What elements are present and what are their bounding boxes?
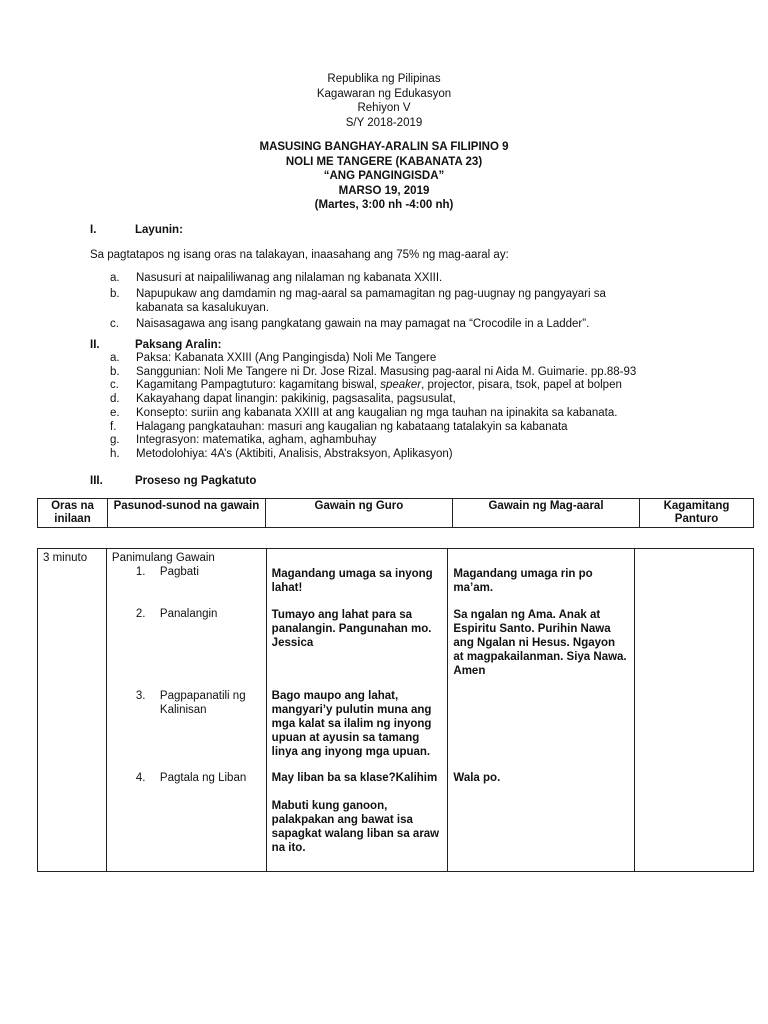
section-1-number: I. (90, 224, 97, 236)
header-cell-oras: Oras na inilaan (38, 499, 108, 528)
objectives-list (110, 271, 655, 333)
mag-aaral-text: Magandang umaga rin po ma’am. (453, 568, 593, 594)
header-cell-guro: Gawain ng Guro (265, 499, 452, 528)
objectives-intro: Sa pagtatapos ng isang oras na talakayan, inaasahang ang 75% ng mag-aaral ay: (90, 249, 509, 261)
list-item: g. Integrasyon: matematika, agham, aghambuhay (110, 434, 377, 447)
list-item: d. Kakayahang dapat linangin: pakikinig, pagsasalita, pagsusulat, (110, 393, 456, 406)
mag-aaral-text: Wala po. (453, 772, 501, 784)
title-subject: NOLI ME TANGERE (KABANATA 23) (285, 155, 483, 168)
cell-oras (38, 549, 107, 872)
subject-matter-list (110, 352, 680, 462)
cell-mag-aaral (448, 549, 635, 872)
document-title (0, 140, 768, 213)
list-item: c. Naisasagawa ang isang pangkatang gawain na may pamagat na “Crocodile in a Ladder”. (110, 318, 590, 330)
header-region: Rehiyon V (357, 102, 411, 114)
guro-text: Bago maupo ang lahat, mangyari’y pulutin muna ang mga kalat sa ilalim ng inyong upuan at ayusin sa tamang linya ang inyong mga upuan. (271, 690, 432, 758)
section-2-title: Paksang Aralin: (135, 339, 222, 351)
header-republic: Republika ng Pilipinas (327, 73, 441, 85)
guro-text: Magandang umaga sa inyong lahat! (271, 568, 433, 594)
list-item: b. Napupukaw ang damdamin ng mag-aaral sa pamamagitan ng pag-uugnay ng pangyayari sa kabanata sa kasalukuyan. (110, 288, 606, 314)
list-item: f. Halagang pangkatauhan: masuri ang kaugalian ng kabataang tatalakyin sa kabanata (110, 420, 568, 433)
document-header (0, 72, 768, 130)
section-2-number: II. (90, 339, 100, 351)
guro-text: May liban ba sa klase?Kalihim (271, 772, 438, 784)
oras-value: 3 minuto (43, 552, 88, 564)
list-item: h. Metodolohiya: 4A’s (Aktibiti, Analisis, Abstraksyon, Aplikasyon) (110, 447, 453, 460)
header-cell-mag-aaral: Gawain ng Mag-aaral (452, 499, 639, 528)
cell-kagamitan (635, 549, 754, 872)
title-chapter: “ANG PANGINGISDA” (323, 170, 445, 182)
list-item: e. Konsepto: suriin ang kabanata XXIII at ang kaugalian ng mga tauhan na ipinakita sa kabanata. (110, 406, 618, 419)
list-item: a. Nasusuri at naipaliliwanag ang nilalaman ng kabanata XXIII. (110, 272, 443, 284)
list-item: c. Kagamitang Pampagtuturo: kagamitang biswal, speaker, projector, pisara, tsok, papel at bolpen (110, 379, 622, 392)
process-table-header (37, 498, 754, 528)
guro-text: Tumayo ang lahat para sa panalangin. Pangunahan mo. Jessica (271, 609, 432, 649)
cell-guro (266, 549, 448, 872)
section-1-title: Layunin: (135, 224, 183, 236)
list-item: b. Sanggunian: Noli Me Tangere ni Dr. Jose Rizal. Masusing pag-aaral ni Aida M. Guimarie. pp.88-93 (110, 365, 637, 378)
header-cell-kagamitan: Kagamitang Panturo (640, 499, 754, 528)
guro-text: Mabuti kung ganoon, palakpakan ang bawat isa sapagkat walang liban sa araw na ito. (271, 800, 440, 854)
list-item: a. Paksa: Kabanata XXIII (Ang Pangingisda) Noli Me Tangere (110, 352, 437, 364)
table-row (38, 549, 754, 872)
mag-aaral-text: Sa ngalan ng Ama. Anak at Espiritu Santo. Purihin Nawa ang Ngalan ni Hesus. Ngayon at magpakailanman. Siya Nawa. Amen (453, 609, 627, 677)
header-cell-pasunod: Pasunod-sunod na gawain (108, 499, 266, 528)
section-3-title: Proseso ng Pagkatuto (135, 475, 257, 487)
cell-pasunod: Panimulang Gawain 1. Pagbati 2. Panalangin 3. Pagpapanatili ng Kalinisan 4. Pagtala ng Liban (106, 549, 266, 872)
header-school-year: S/Y 2018-2019 (345, 116, 423, 129)
section-3-number: III. (90, 475, 103, 487)
header-department: Kagawaran ng Edukasyon (316, 87, 452, 100)
gawain-title: Panimulang Gawain (111, 552, 215, 564)
title-time: (Martes, 3:00 nh -4:00 nh) (314, 199, 454, 211)
process-table-body (37, 548, 754, 872)
title-date: MARSO 19, 2019 (338, 184, 430, 197)
title-lesson-plan: MASUSING BANGHAY-ARALIN SA FILIPINO 9 (259, 141, 509, 153)
